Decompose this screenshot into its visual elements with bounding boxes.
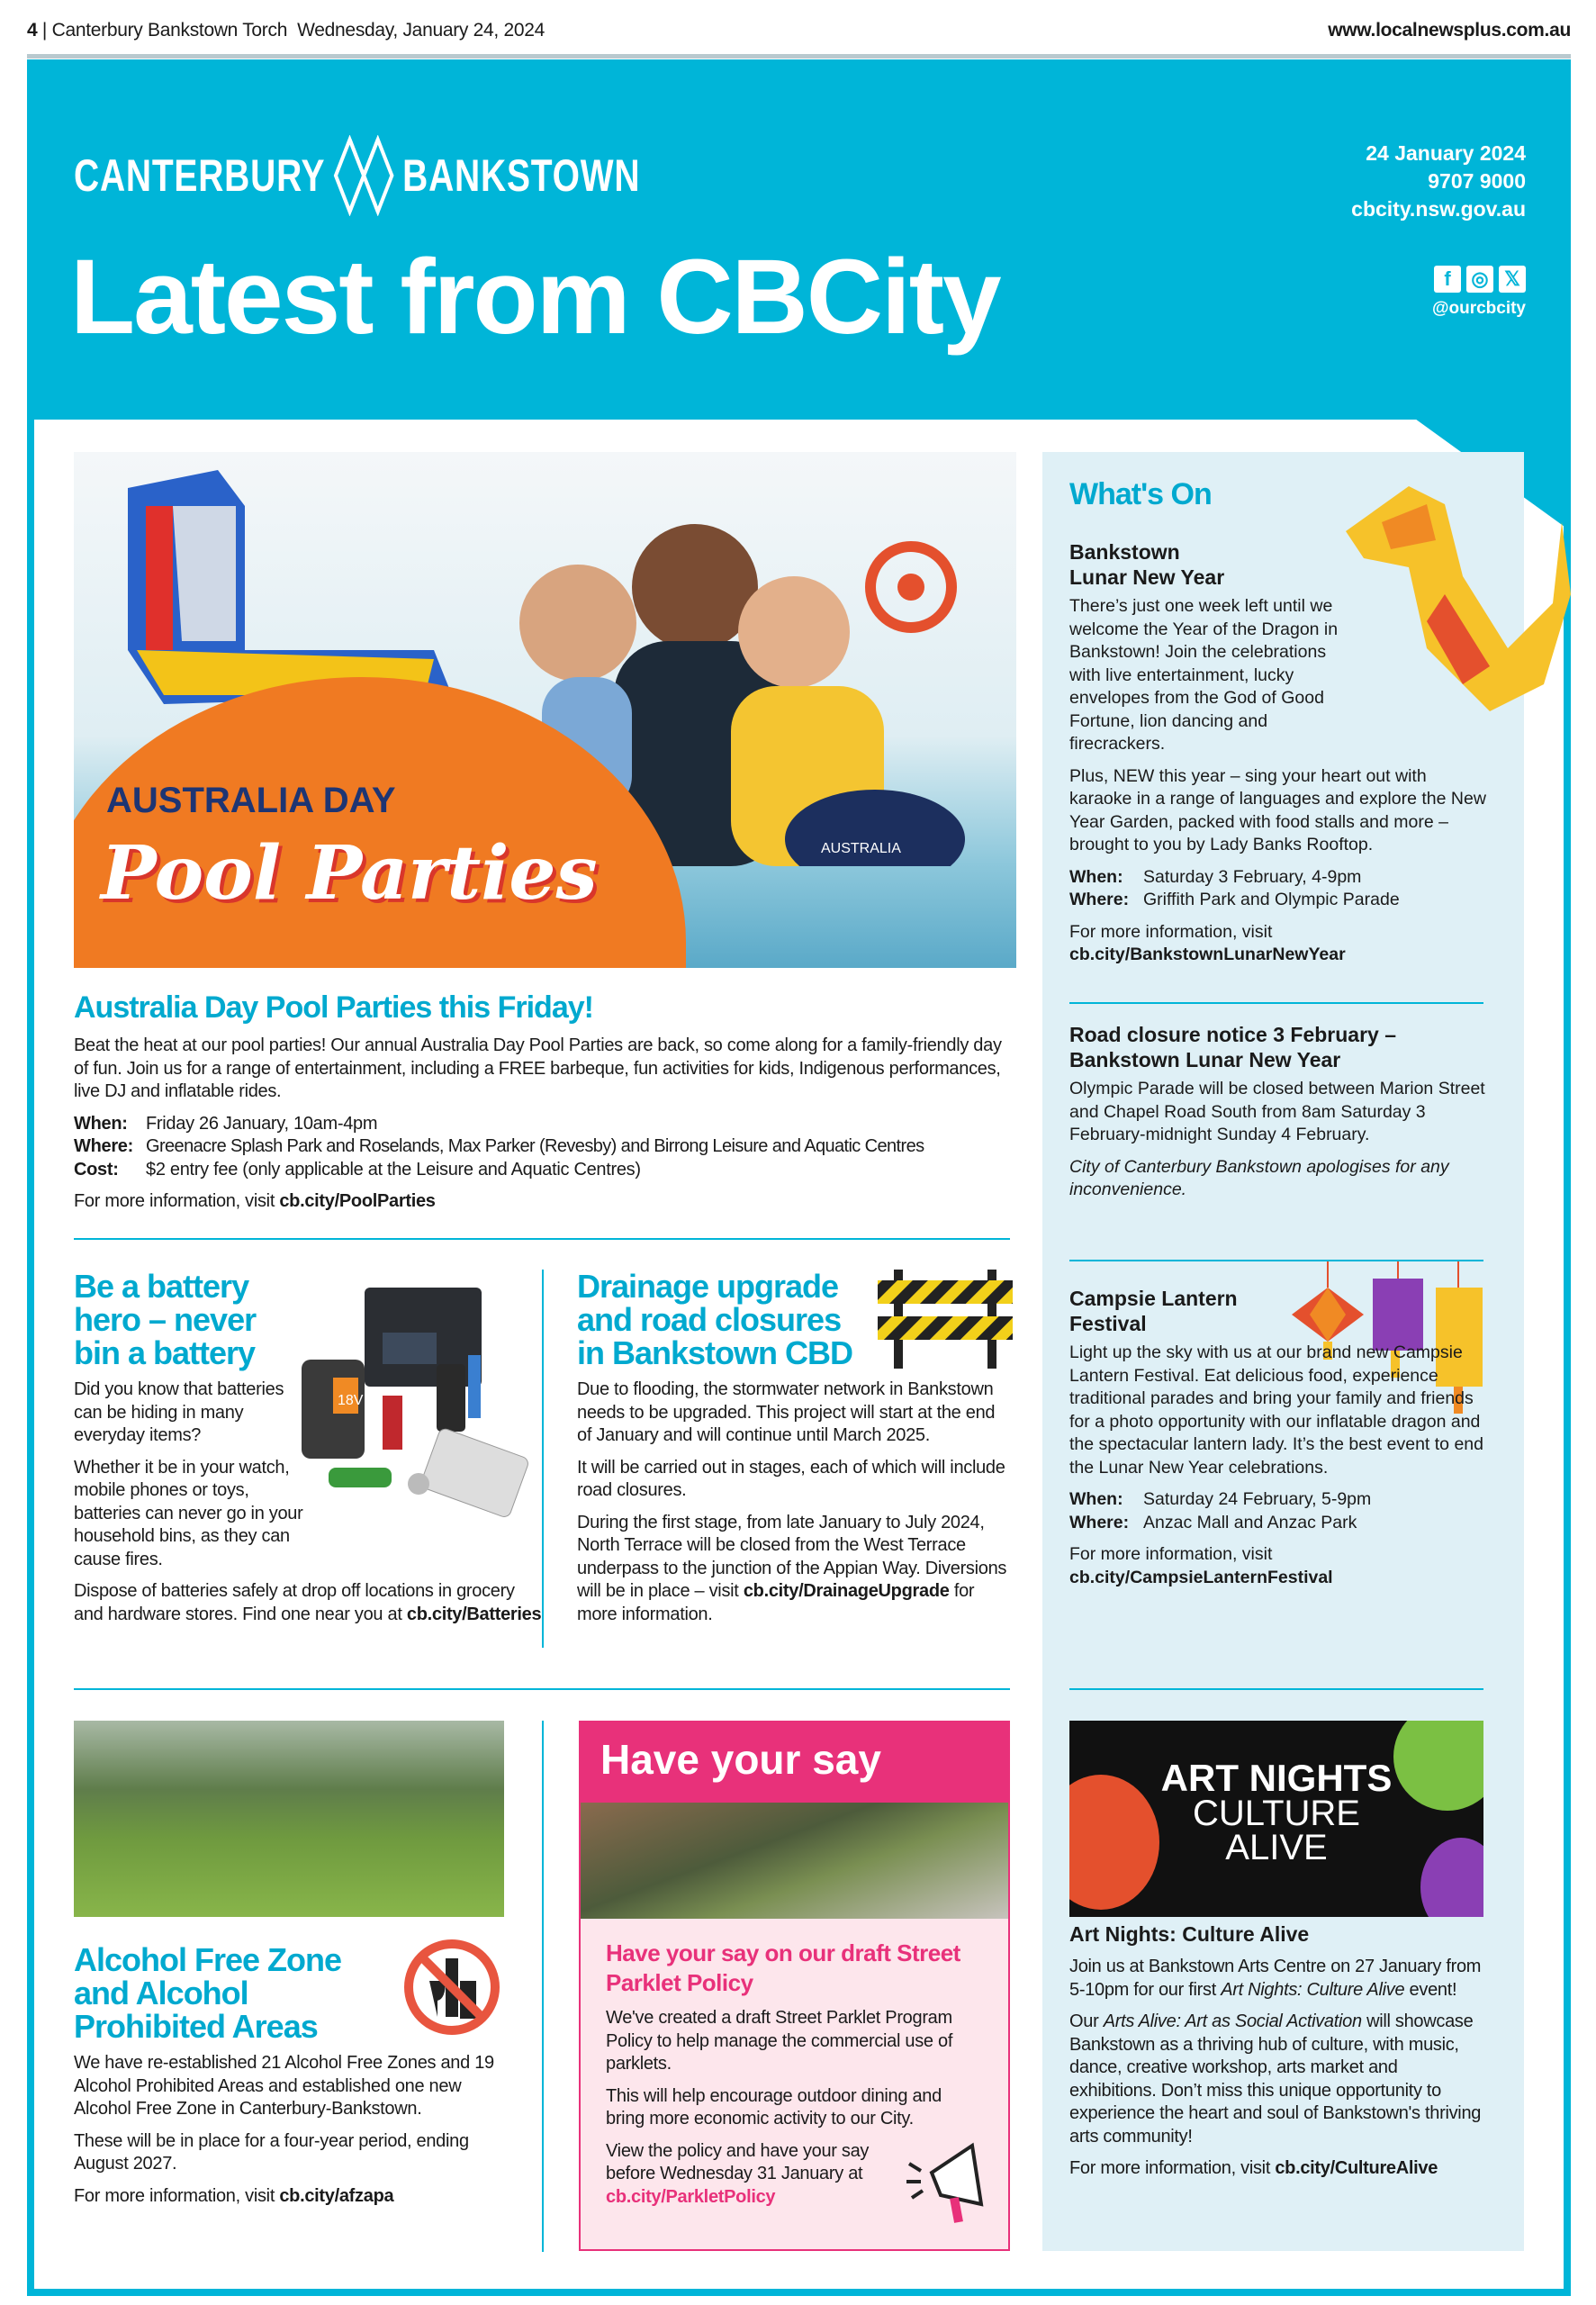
paragraph: Plus, NEW this year – sing your heart out with karaoke in a range of languages and explore the New Year Garden, packed with food stalls and more – brought to you by Lady Banks Rooftop. [1069,765,1486,854]
when-value: Friday 26 January, 10am-4pm [146,1113,378,1134]
paragraph-italic: Art Nights: Culture Alive [1221,1979,1405,2000]
parklet-policy-link[interactable]: cb.city/ParkletPolicy [606,2186,776,2207]
drainage-link[interactable]: cb.city/DrainageUpgrade [743,1581,950,1601]
inflatable-slide-illustration [110,470,452,704]
masthead: 4 | Canterbury Bankstown Torch Wednesday, January 24, 2024 [27,20,545,41]
paragraph: This will help encourage outdoor dining and bring more economic activity to our City. [606,2085,942,2129]
paragraph: During the first stage, from late January to July 2024, North Terrace will be closed from the West Terrace underpass to the junction of the Appian Way. Diversions will be in place – visit [577,1512,1007,1601]
social-handle: @ourcbcity [1431,299,1526,318]
where-label: Where: [1069,890,1130,909]
hero-kicker: AUSTRALIA DAY [106,781,396,820]
logo-text-left: CANTERBURY [74,150,326,201]
when-value: Saturday 3 February, 4-9pm [1143,866,1362,887]
paragraph: We have re-established 21 Alcohol Free Zones and 19 Alcohol Prohibited Areas and established one new Alcohol Free Zone in Canterbury-Bankstown. [74,2053,494,2119]
hero-title: Pool Parties [101,830,598,917]
paragraph: We've created a draft Street Parklet Program Policy to help manage the commercial use of parklets. [606,2008,953,2074]
column-divider [542,1270,544,1648]
when-label: When: [74,1113,128,1134]
divider [74,1238,1010,1240]
art-nights-logo-line: ART NIGHTS [1160,1757,1393,1799]
park-crowd-photo [74,1721,504,1917]
have-your-say-banner: Have your say [581,1722,1008,1803]
pool-parties-article [74,990,1014,1214]
road-closure-notice [1069,1022,1488,1211]
cost-value: $2 entry fee (only applicable at the Leisure and Aquatic Centres) [146,1159,641,1180]
article-heading: Be a battery hero – never bin a battery [74,1268,257,1371]
hat-text: AUSTRALIA [821,841,901,856]
batteries-image [293,1279,536,1522]
culture-alive-link[interactable]: cb.city/CultureAlive [1275,2158,1438,2178]
article-heading: Australia Day Pool Parties this Friday! [74,990,593,1025]
battery-label: 18V [338,1393,364,1408]
article-heading: Have your say on our draft Street Parklet Policy [606,1939,960,1996]
paragraph: will showcase Bankstown as a thriving hub of culture, with music, dance, creative workshop, arts market and exhibitions. Don’t miss this unique opportunity to experience the heart and soul of Bankstown's thriving arts community! [1069,2011,1482,2147]
where-value: Greenacre Splash Park and Roselands, Max Parker (Revesby) and Birrong Leisure and Aquatic Centres [146,1136,924,1156]
paragraph: City of Canterbury Bankstown apologises for any inconvenience. [1069,1156,1449,1199]
art-nights-image [1069,1721,1483,1917]
column-divider [542,1721,544,2252]
megaphone-icon [905,2137,990,2227]
where-value: Anzac Mall and Anzac Park [1143,1512,1357,1532]
x-icon[interactable]: 𝕏 [1499,266,1526,293]
lantern-festival-link[interactable]: cb.city/CampsieLanternFestival [1069,1567,1333,1587]
divider [1069,1002,1483,1004]
pool-party-hero-image [74,452,1016,968]
article-body: Beat the heat at our pool parties! Our annual Australia Day Pool Parties are back, so come along for a family-friendly day of fun. Join us for a range of entertainment, including a FREE barbeque, fun activities for kids, Indigenous performances, live DJ and inflatable rides. [74,1035,1002,1101]
paragraph: It will be carried out in stages, each of which will include road closures. [577,1457,1005,1500]
facebook-icon[interactable]: f [1434,266,1461,293]
more-info: For more information, visit [1069,1544,1273,1564]
logo-text-right: BANKSTOWN [402,150,641,201]
lantern-festival [1069,1286,1488,1598]
contact-block [1351,140,1526,223]
event-heading: Road closure notice 3 February – Bankstown Lunar New Year [1069,1023,1397,1071]
paragraph-italic: Arts Alive: Art as Social Activation [1103,2011,1362,2031]
when-label: When: [1069,866,1123,887]
event-heading: Campsie Lantern Festival [1069,1287,1238,1335]
paragraph: Join us at Bankstown Arts Centre on 27 January from 5-10pm for our first [1069,1957,1482,2000]
paragraph: Dispose of batteries safely at drop off locations in grocery and hardware stores. Find one near you at [74,1581,515,1624]
banner-date: 24 January 2024 [1366,141,1526,165]
parklet-photo [581,1803,1008,1919]
divider [74,1688,1010,1690]
issue-date: Wednesday, January 24, 2024 [297,20,545,41]
more-info: For more information, visit [74,1191,275,1211]
more-info: For more information, visit [74,2185,275,2206]
website[interactable]: cbcity.nsw.gov.au [1351,197,1526,221]
afzapa-link[interactable]: cb.city/afzapa [279,2185,394,2206]
site-url[interactable]: www.localnewsplus.com.au [1328,20,1571,41]
art-nights-article [1069,1922,1488,2190]
no-alcohol-icon [401,1936,504,2039]
paragraph: Whether it be in your watch, mobile phones or toys, batteries can never go in your household bins, as they can cause fires. [74,1457,303,1569]
batteries-link[interactable]: cb.city/Batteries [406,1604,542,1624]
have-your-say-panel [579,1721,1010,2251]
article-heading: Alcohol Free Zone and Alcohol Prohibited Areas [74,1941,342,2045]
paragraph: Due to flooding, the stormwater network in Bankstown needs to be upgraded. This project will start at the end of January and will continue until March 2025. [577,1379,996,1445]
art-nights-logo-line: ALIVE [1225,1828,1328,1867]
when-label: When: [1069,1489,1123,1509]
publication: Canterbury Bankstown Torch [51,20,288,41]
page-number: 4 [27,20,38,41]
event-heading: Bankstown Lunar New Year [1069,540,1225,589]
where-value: Griffith Park and Olympic Parade [1143,890,1400,909]
divider [27,54,1571,59]
logo-mark-icon [332,135,395,216]
lunar-new-year-link[interactable]: cb.city/BankstownLunarNewYear [1069,945,1346,964]
where-label: Where: [1069,1512,1130,1532]
phone: 9707 9000 [1428,169,1526,193]
where-label: Where: [74,1136,133,1156]
when-value: Saturday 24 February, 5-9pm [1143,1489,1372,1509]
paragraph: There’s just one week left until we welcome the Year of the Dragon in Bankstown! Join the celebrations with live entertainment, lucky envelopes from the God of Good Fortune, lion dancing and firecrackers. [1069,596,1339,754]
paragraph: Did you know that batteries can be hiding in many everyday items? [74,1379,284,1445]
paragraph: View the policy and have your say before Wednesday 31 January at [606,2140,870,2183]
divider [1069,1688,1483,1690]
paragraph: Olympic Parade will be closed between Marion Street and Chapel Road South from 8am Saturday 3 February-midnight Sunday 4 February. [1069,1079,1485,1144]
council-logo [74,135,640,216]
event-heading: Art Nights: Culture Alive [1069,1922,1310,1946]
divider [1069,1260,1483,1261]
paragraph: event! [1409,1979,1457,2000]
road-barrier-icon [878,1270,1013,1369]
pool-parties-link[interactable]: cb.city/PoolParties [279,1191,436,1211]
art-nights-logo-line: CULTURE [1193,1794,1360,1833]
whats-on-title: What's On [1069,477,1212,511]
paragraph: These will be in place for a four-year period, ending August 2027. [74,2130,469,2174]
social-icons [1434,266,1526,293]
whats-on-content [1069,477,1492,976]
paragraph: Our [1069,2011,1099,2031]
paragraph: Light up the sky with us at our brand new Campsie Lantern Festival. Eat delicious food, experience traditional parades and bring your family and friends for a photo opportunity with our inflatable dragon and the spectacular lantern lady. It’s the best event to end the Lunar New Year celebrations. [1069,1342,1483,1478]
page-title: Latest from CBCity [70,238,1000,357]
paragraph-end: for more information. [577,1581,975,1624]
more-info: For more information, visit [1069,2158,1271,2178]
cost-label: Cost: [74,1159,119,1180]
article-heading: Drainage upgrade and road closures in Bankstown CBD [577,1268,853,1371]
more-info: For more information, visit [1069,921,1273,942]
instagram-icon[interactable]: ◎ [1466,266,1493,293]
